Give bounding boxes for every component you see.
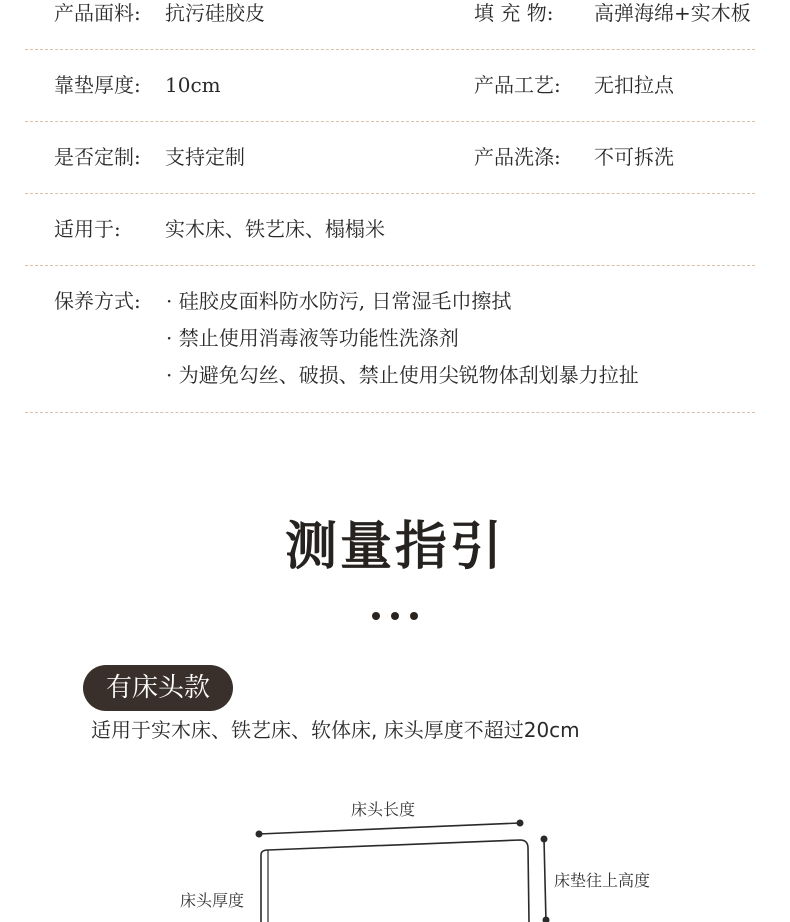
headboard-badge: 有床头款 [83,665,233,711]
dot [372,612,380,620]
divider [25,49,755,50]
measure-diagram [0,780,790,922]
ellipsis-dots [370,612,420,622]
custom-value: 支持定制 [165,145,245,169]
craft-value: 无扣拉点 [594,73,674,97]
fabric-label: 产品面料: [54,1,141,25]
divider [25,121,755,122]
care-line: · 禁止使用消毒液等功能性洗涤剂 [166,326,459,350]
divider [25,265,755,266]
thickness-label: 靠垫厚度: [54,73,141,97]
applicable-label: 适用于: [54,217,121,241]
dot [410,612,418,620]
filling-value: 高弹海绵+实木板 [594,1,751,25]
applicable-value: 实木床、铁艺床、榻榻米 [165,217,385,241]
divider [25,193,755,194]
wash-label: 产品洗涤: [474,145,561,169]
headboard-thickness-label: 床头厚度 [180,891,245,910]
care-line: · 为避免勾丝、破损、禁止使用尖锐物体刮划暴力拉扯 [166,363,639,387]
care-line: · 硅胶皮面料防水防污, 日常湿毛巾擦拭 [166,289,512,313]
custom-label: 是否定制: [54,145,141,169]
dot [391,612,399,620]
divider [25,412,755,413]
care-label: 保养方式: [54,289,141,313]
height-above-mattress-label: 床垫往上高度 [554,871,651,890]
fabric-value: 抗污硅胶皮 [165,1,265,25]
applicable-subtitle: 适用于实木床、铁艺床、软体床, 床头厚度不超过20cm [91,718,580,742]
filling-label: 填 充 物: [474,1,554,25]
craft-label: 产品工艺: [474,73,561,97]
wash-value: 不可拆洗 [594,145,674,169]
thickness-value: 10cm [165,73,221,97]
section-title: 测量指引 [284,516,505,577]
headboard-length-label: 床头长度 [351,800,416,819]
